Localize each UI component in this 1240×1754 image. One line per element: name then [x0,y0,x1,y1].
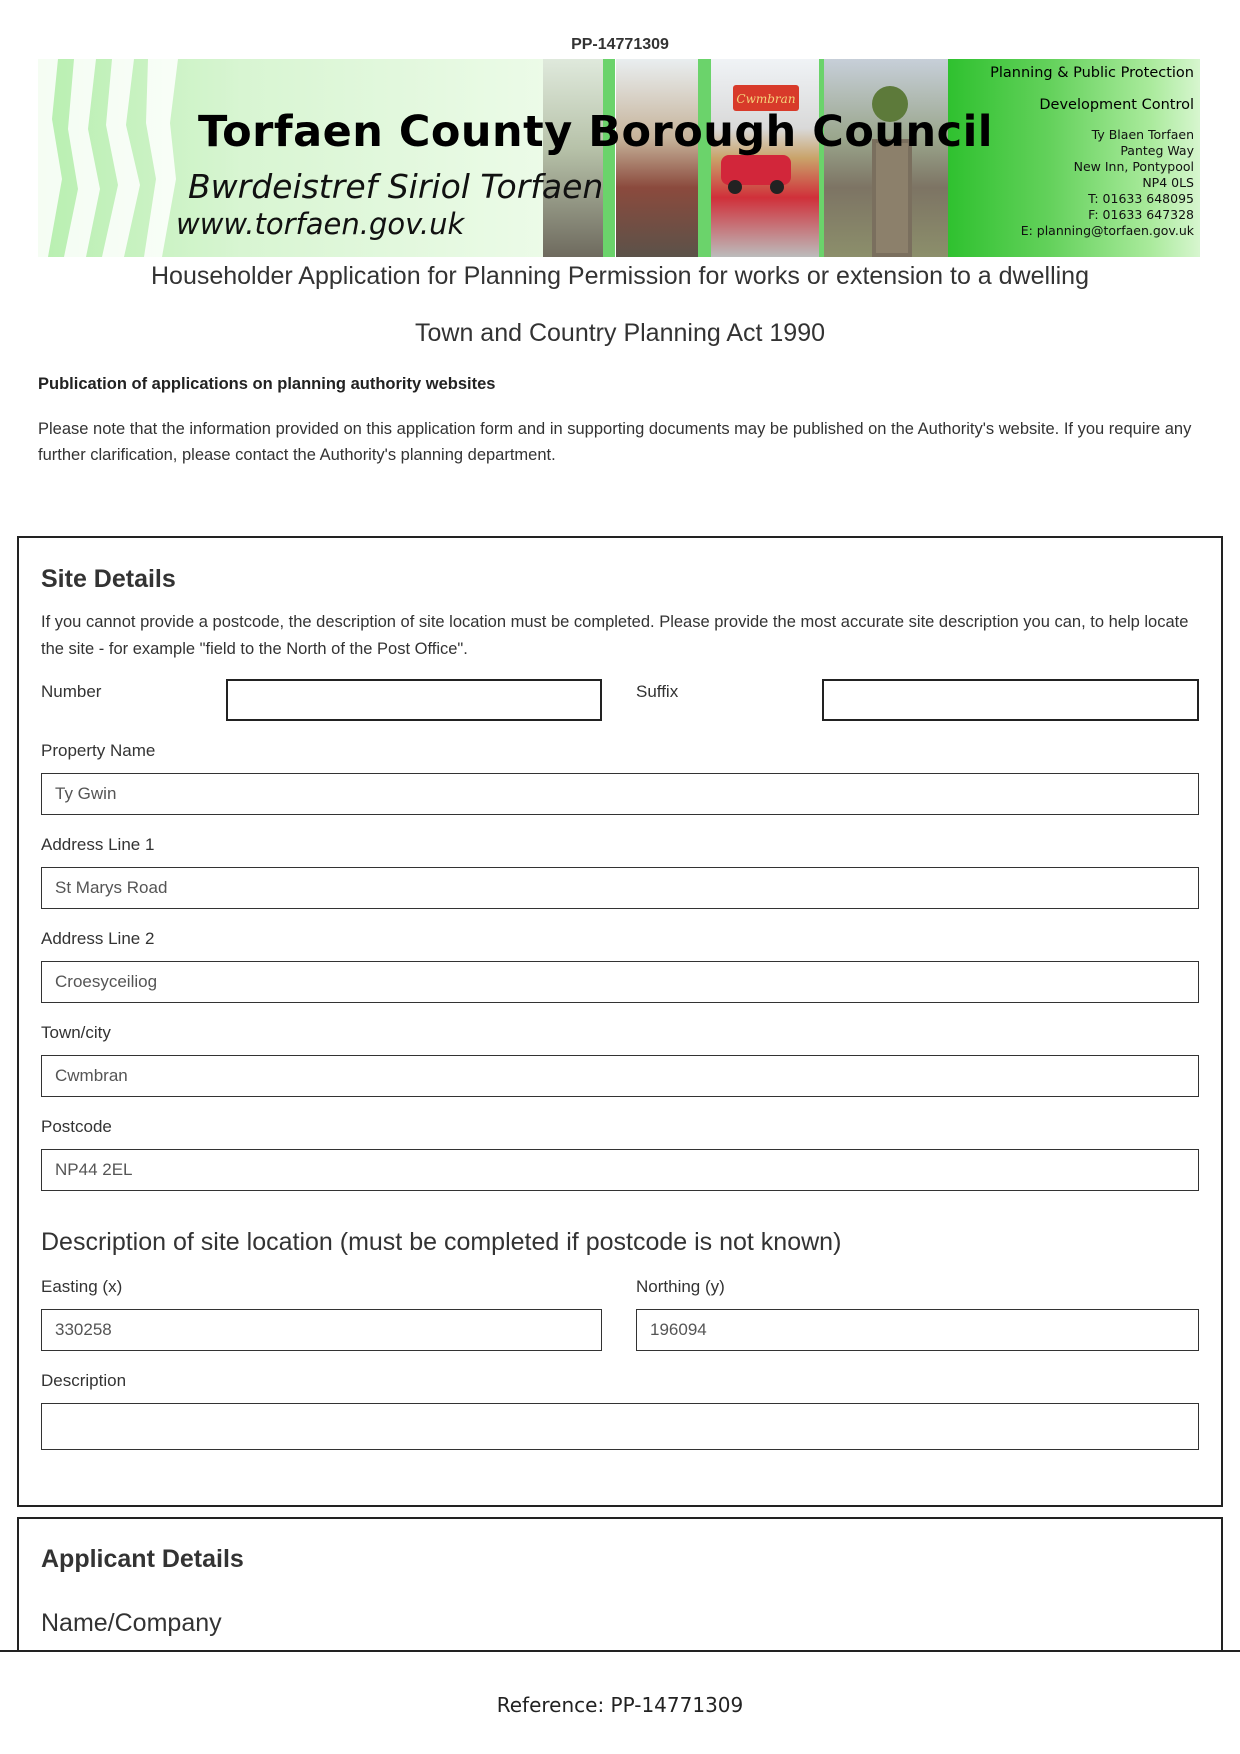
publication-heading: Publication of applications on planning authority websites [38,375,496,393]
street-sign-icon [711,59,819,257]
property-name-label: Property Name [41,741,156,760]
property-name-field[interactable]: Ty Gwin [41,773,1199,815]
photo-divider [603,59,615,257]
address-line-1-label: Address Line 1 [41,835,155,854]
council-name-welsh: Bwrdeistref Siriol Torfaen [188,167,604,206]
footer-divider [0,1650,1240,1652]
easting-label: Easting (x) [41,1277,123,1296]
photo-landscape-1 [543,59,603,257]
photo-divider [698,59,711,257]
division-name: Development Control [1039,97,1194,113]
footer-reference: Reference: PP-14771309 [496,1693,744,1717]
address-line: New Inn, Pontypool [1073,159,1194,174]
site-location-heading: Description of site location (must be completed if postcode is not known) [41,1228,842,1256]
department-contact [990,65,1194,239]
northing-field[interactable]: 196094 [636,1309,1199,1351]
suffix-field[interactable] [822,679,1199,721]
page-reference: PP-14771309 [571,36,669,53]
fax-line: F: 01633 647328 [1088,207,1194,222]
applicant-details-heading: Applicant Details [41,1545,244,1573]
name-company-heading: Name/Company [41,1609,222,1637]
council-name: Torfaen County Borough Council [198,107,994,157]
photo-monument [824,59,948,257]
council-banner [38,59,1200,257]
postcode-label: Postcode [41,1117,112,1136]
number-label: Number [41,682,102,701]
site-details-section [17,536,1223,1507]
postcode-field[interactable]: NP44 2EL [41,1149,1199,1191]
email-line: E: planning@torfaen.gov.uk [1020,223,1194,238]
stone-tower-icon [824,59,948,257]
address-line-1-field[interactable]: St Marys Road [41,867,1199,909]
town-label: Town/city [41,1023,111,1042]
address-line-2-label: Address Line 2 [41,929,155,948]
address-line: NP4 0LS [1142,175,1194,190]
easting-field[interactable]: 330258 [41,1309,602,1351]
description-label: Description [41,1371,127,1390]
address-line: Panteg Way [1120,143,1194,158]
publication-text: Please note that the information provided on this application form and in supporting documents may be published on the Authority's website. If you require any further clarification, please contact the Authority's planning department. [38,420,1192,464]
council-logo-icon [38,59,178,257]
phone-line: T: 01633 648095 [1088,191,1194,206]
form-act: Town and Country Planning Act 1990 [415,319,825,347]
description-field[interactable] [41,1403,1199,1450]
suffix-label: Suffix [636,682,679,701]
site-details-intro: If you cannot provide a postcode, the description of site location must be completed. Please provide the most accurate site description you can, to help locate the site - for example "field to the North of the Post Office". [41,613,1189,658]
number-field[interactable] [226,679,602,721]
address-line-2-field[interactable]: Croesyceiliog [41,961,1199,1003]
form-title: Householder Application for Planning Permission for works or extension to a dwelling [150,262,1089,290]
photo-pithead [616,59,698,257]
council-website: www.torfaen.gov.uk [176,207,465,241]
town-field[interactable]: Cwmbran [41,1055,1199,1097]
northing-label: Northing (y) [636,1277,725,1296]
contact-address [990,127,1194,239]
sign-text: Cwmbran [736,92,796,106]
photo-street [711,59,819,257]
address-line: Ty Blaen Torfaen [1091,127,1194,142]
department-name: Planning & Public Protection [990,65,1194,81]
site-details-heading: Site Details [41,565,176,593]
